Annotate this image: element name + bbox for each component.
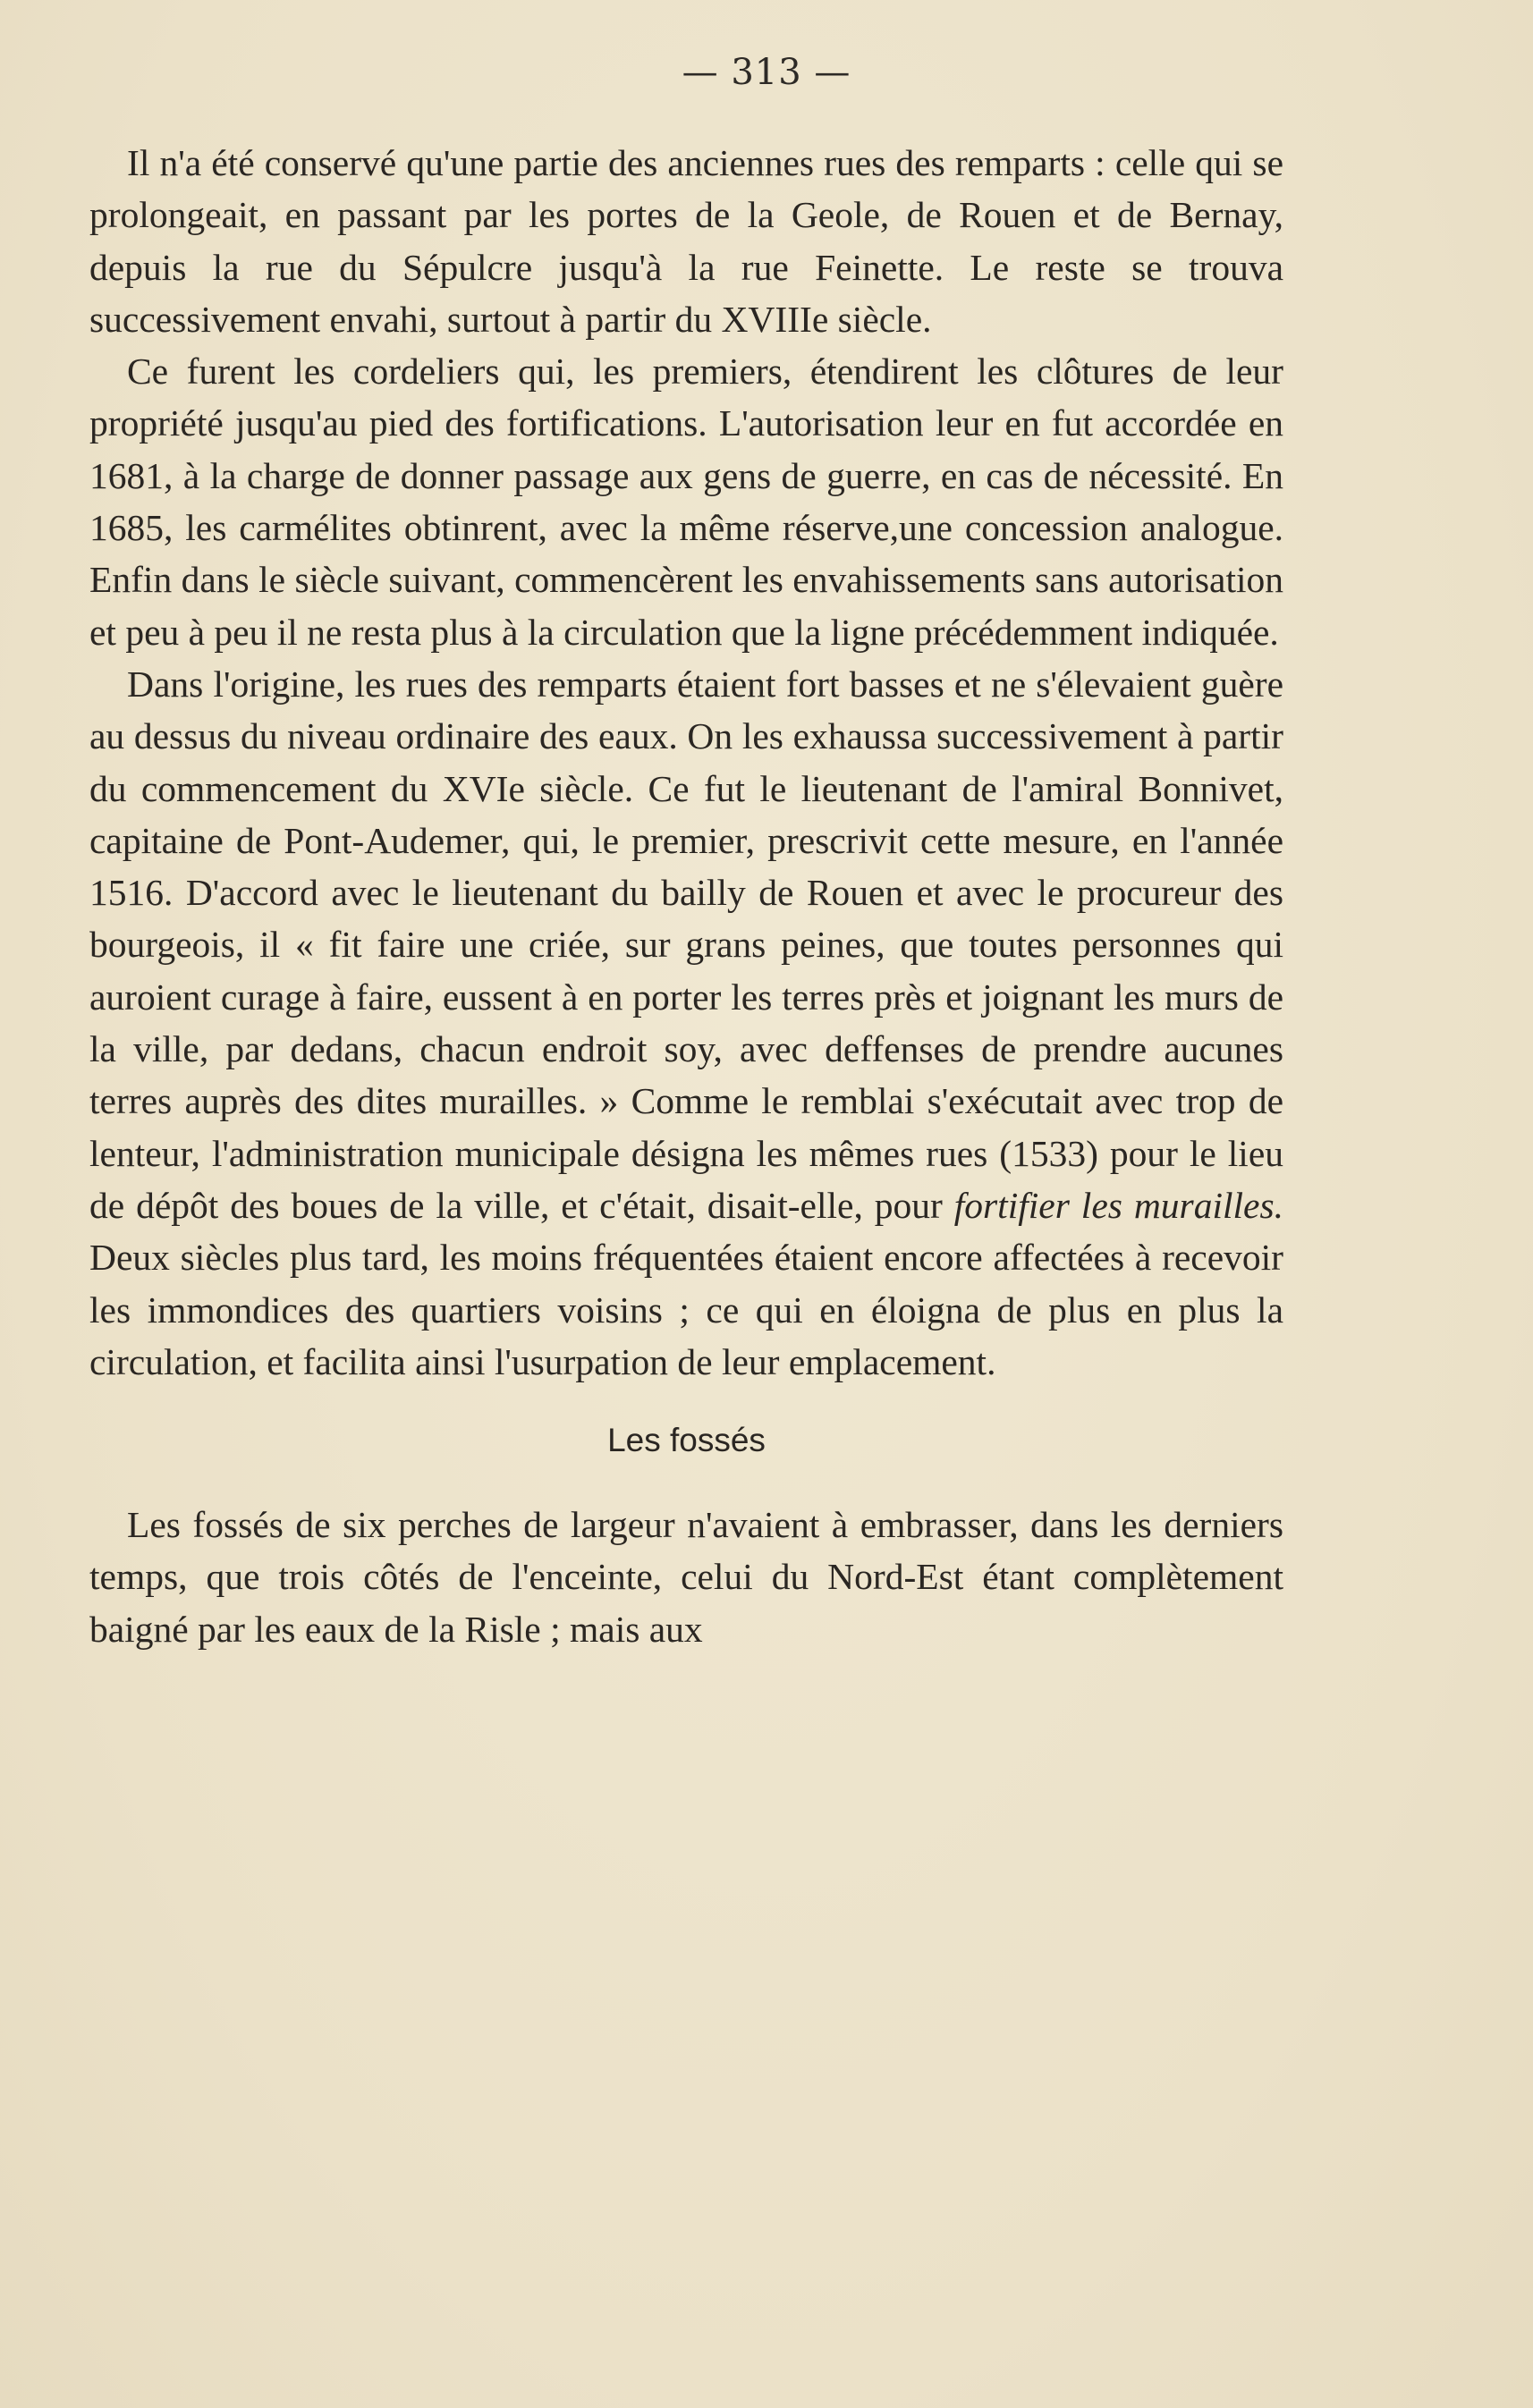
- paragraph-origin-text-end: Deux siècles plus tard, les moins fréquentées étaient encore affectées à recevoir les immondices des quartiers voisins ; ce qui en éloigna de plus en plus la circulation, et facilita ainsi l'usurpation de leur emplacement.: [89, 1237, 1283, 1382]
- paragraph-origin: [89, 658, 1283, 1388]
- body-text: [89, 137, 1283, 1655]
- paragraph-cordeliers: Ce furent les cordeliers qui, les premiers, étendirent les clôtures de leur propriété jusqu'au pied des fortifications. L'autorisation leur en fut accordée en 1681, à la charge de donner passage aux gens de guerre, en cas de nécessité. En 1685, les carmélites obtinrent, avec la même réserve,une concession analogue. Enfin dans le siècle suivant, commencèrent les envahissements sans autorisation et peu à peu il ne resta plus à la circulation que la ligne précédemment indiquée.: [89, 351, 1283, 653]
- paragraph-fosses: Les fossés de six perches de largeur n'avaient à embrasser, dans les derniers temps, que trois côtés de l'enceinte, celui du Nord-Est étant complètement baigné par les eaux de la Risle ; mais aux: [89, 1504, 1283, 1650]
- section-title: Les fossés: [607, 1422, 766, 1459]
- italic-quote: fortifier les murailles.: [953, 1184, 1283, 1226]
- paragraph-origin-text: Dans l'origine, les rues des remparts étaient fort basses et ne s'élevaient guère au dessus du niveau ordinaire des eaux. On les exhaussa successivement à partir du commencement du XVIe siècle. Ce fut le lieutenant de l'amiral Bonnivet, capitaine de Pont-Audemer, qui, le premier, prescrivit cette mesure, en l'année 1516. D'accord avec le lieutenant du bailly de Rouen et avec le procureur des bourgeois, il « fit faire une criée, sur grans peines, que toutes personnes qui auroient curage à faire, eussent à en porter les terres près et joignant les murs de la ville, par dedans, chacun endroit soy, avec deffenses de prendre aucunes terres auprès des dites murailles. » Comme le remblai s'exécutait avec trop de lenteur, l'administration municipale désigna les mêmes rues (1533) pour le lieu de dépôt des boues de la ville, et c'était, disait-elle, pour: [89, 663, 1283, 1226]
- paragraph-ramparts-streets: Il n'a été conservé qu'une partie des anciennes rues des remparts : celle qui se prolongeait, en passant par les portes de la Geole, de Rouen et de Bernay, depuis la rue du Sépulcre jusqu'à la rue Feinette. Le reste se trouva successivement envahi, surtout à partir du XVIIIe siècle.: [89, 142, 1283, 340]
- page-number: — 313 —: [682, 52, 851, 93]
